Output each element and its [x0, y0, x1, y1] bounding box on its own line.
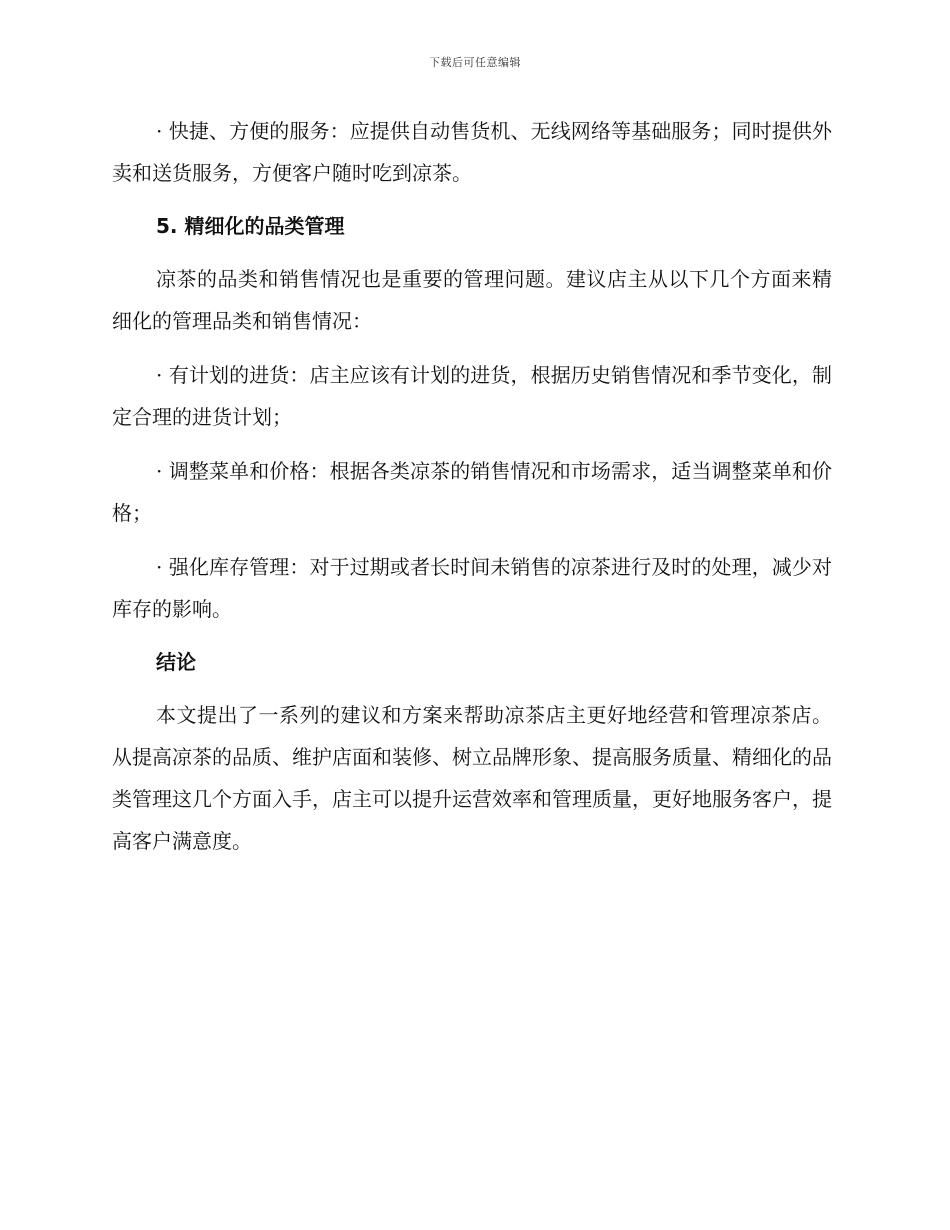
paragraph-category-intro: 凉茶的品类和销售情况也是重要的管理问题。建议店主从以下几个方面来精细化的管理品类和销售情况：: [112, 267, 832, 333]
page-header: 下载后可任意编辑: [429, 56, 521, 69]
section-heading-conclusion: 结论: [156, 650, 196, 674]
bullet-inventory-management: · 强化库存管理：对于过期或者长时间未销售的凉茶进行及时的处理，减少对库存的影响。: [112, 555, 832, 621]
bullet-adjust-menu-price: · 调整菜单和价格：根据各类凉茶的销售情况和市场需求，适当调整菜单和价格；: [112, 459, 832, 525]
section-heading-category-management: 5. 精细化的品类管理: [156, 214, 345, 238]
document-body: [112, 110, 832, 874]
bullet-planned-purchasing: · 有计划的进货：店主应该有计划的进货，根据历史销售情况和季节变化，制定合理的进货计划；: [112, 363, 832, 429]
paragraph-conclusion: 本文提出了一系列的建议和方案来帮助凉茶店主更好地经营和管理凉茶店。从提高凉茶的品质、维护店面和装修、树立品牌形象、提高服务质量、精细化的品类管理这几个方面入手，店主可以提升运营效率和管理质量，更好地服务客户，提高客户满意度。: [112, 703, 832, 853]
bullet-fast-service: · 快捷、方便的服务：应提供自动售货机、无线网络等基础服务；同时提供外卖和送货服务，方便客户随时吃到凉茶。: [112, 119, 832, 185]
